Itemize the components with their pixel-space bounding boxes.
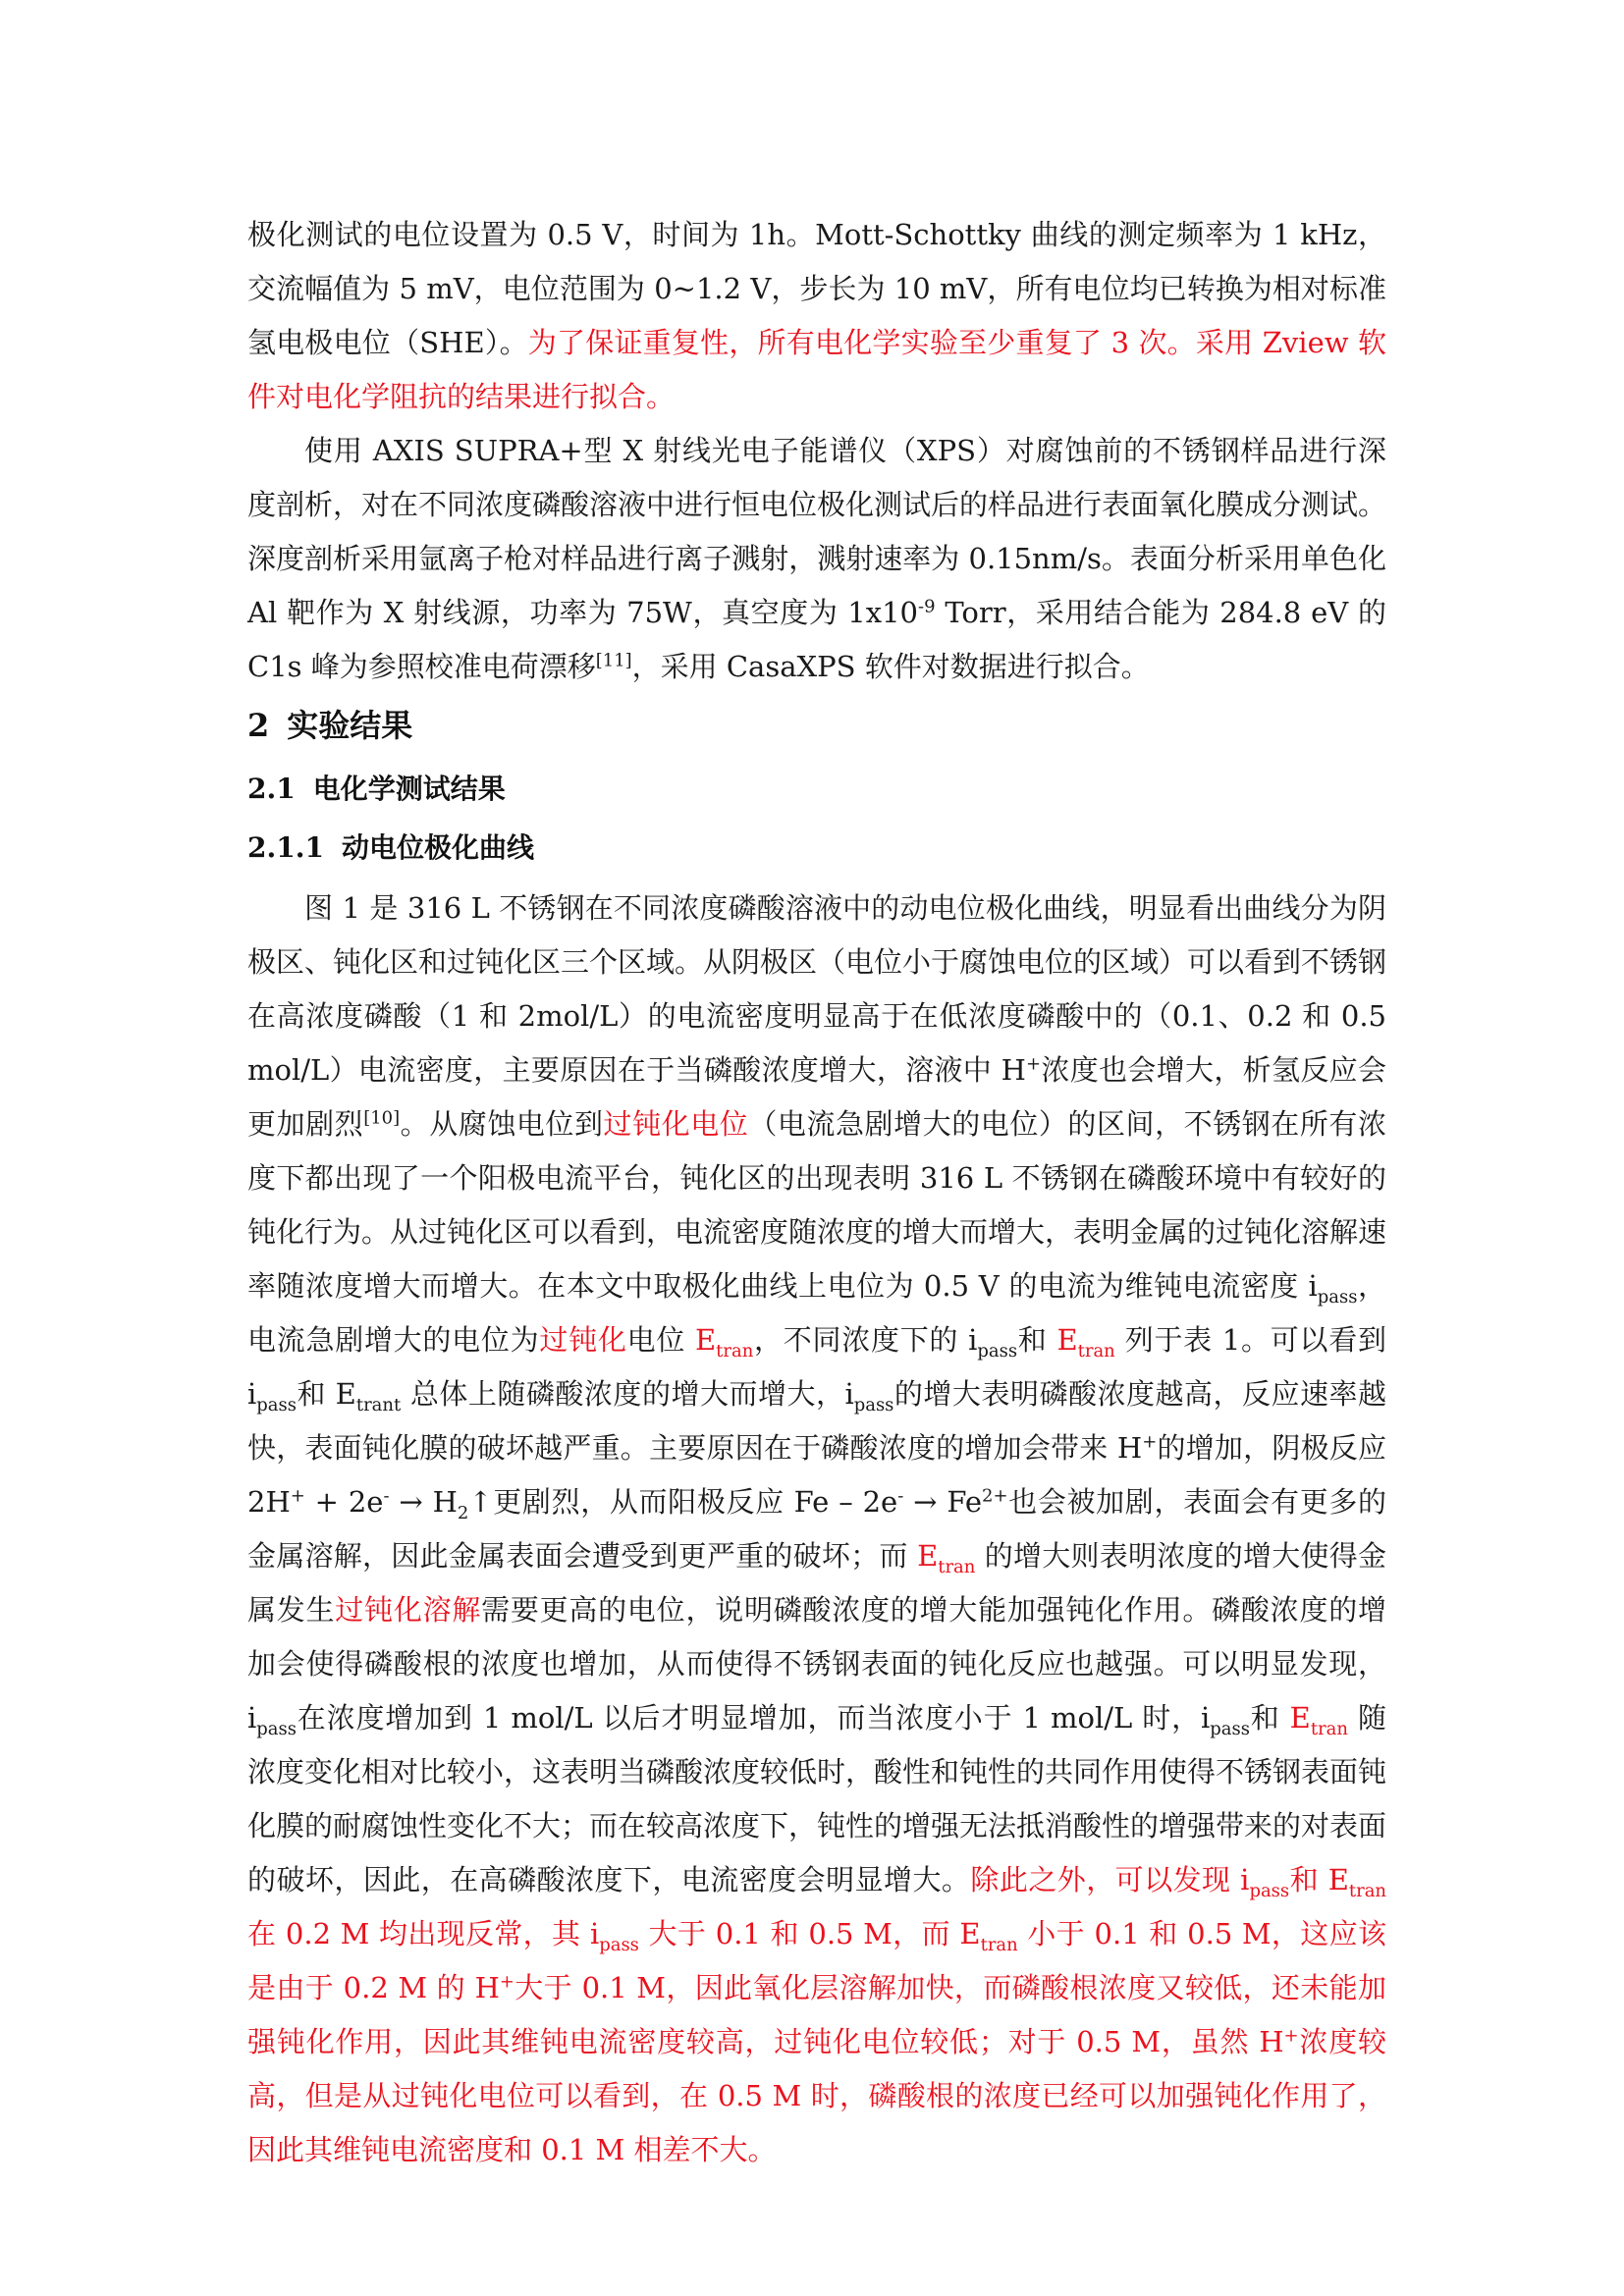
text: 浓度较高，但是从过钝化电位可以看到，在 0.5 M 时，磷酸根的浓度已经可以加强钝化作用了，因此其维钝电流密度和 0.1 M 相差不大。: [247, 2025, 1386, 2166]
text: 也会被加剧，表面会有更多的金属溶解，因此金属表面会遭受到更严重的破坏；而: [247, 1485, 1386, 1573]
section-number: 2.1.1: [247, 831, 324, 864]
superscript: +: [1025, 1053, 1042, 1075]
text: 和 E: [296, 1377, 356, 1411]
highlighted-symbol: [1289, 1701, 1348, 1739]
symbol: E: [917, 1539, 939, 1573]
subscript: tran: [1310, 1718, 1348, 1739]
subscript: pass: [1210, 1718, 1250, 1739]
text: 极化测试的电位设置为 0.5 V，时间为 1h。Mott-Schottky 曲线的测定频率为 1 kHz，交流幅值为 5 mV，电位范围为 0~1.2 V，步长为 10 mV，所有电位均已转换为相对标准氢电极电位（SHE）。: [247, 218, 1386, 359]
subscript: pass: [256, 1718, 297, 1739]
text: 随浓度变化相对比较小，这表明当磷酸浓度较低时，酸性和钝性的共同作用使得不锈钢表面钝化膜的耐腐蚀性变化不大；而在较高浓度下，钝性的增强无法抵消酸性的增强带来的对表面的破坏，因此，在高磷酸浓度下，电流密度会明显增大。: [247, 1701, 1387, 1896]
paragraph-electrochem-settings: [247, 208, 1386, 424]
subscript: pass: [853, 1394, 894, 1415]
text: ，采用 CasaXPS 软件对数据进行拟合。: [631, 650, 1150, 683]
subscript: tran: [938, 1556, 976, 1577]
section-number: 2: [247, 707, 270, 744]
text: 和: [1249, 1701, 1290, 1735]
section-title: 动电位极化曲线: [341, 831, 534, 864]
text: 小于 0.1 和 0.5 M，这应该是由于 0.2 M 的 H: [247, 1917, 1386, 2004]
symbol: E: [695, 1323, 717, 1357]
highlighted-text: [247, 1863, 1386, 2166]
superscript: -9: [918, 596, 936, 617]
paragraph-polarization-results: [247, 881, 1386, 2177]
text: → Fe: [903, 1485, 983, 1519]
section-number: 2.1: [247, 773, 296, 805]
text: ，电流急剧增大的电位为: [247, 1269, 1386, 1357]
text: 图 1 是 316 L 不锈钢在不同浓度磷酸溶液中的动电位极化曲线，明显看出曲线分为阴极区、钝化区和过钝化区三个区域。从阴极区（电位小于腐蚀电位的区域）可以看到不锈钢在高浓度磷酸（1 和 2mol/L）的电流密度明显高于在低浓度磷酸中的（0.1、0.2 和 0.5 mol/L）电流密度，主要原因在于当磷酸浓度增大，溶液中 H: [247, 891, 1387, 1087]
subscript: tran: [1348, 1880, 1387, 1901]
section-heading: [247, 701, 412, 746]
highlighted-symbol: [1056, 1323, 1115, 1362]
citation[interactable]: [10]: [363, 1107, 401, 1129]
highlighted-text: 过钝化: [539, 1323, 627, 1357]
text: 浓度也会增大，析氢反应会更加剧烈: [247, 1053, 1386, 1141]
text: 列于表 1。可以看到 i: [247, 1323, 1386, 1411]
text: 和: [1289, 1863, 1328, 1896]
superscript: +: [290, 1485, 305, 1507]
subscript: pass: [1249, 1880, 1290, 1901]
superscript: 2+: [982, 1485, 1008, 1507]
text: 大于 0.1 和 0.5 M，而 E: [638, 1917, 981, 1950]
superscript: +: [499, 1971, 514, 1993]
text: 的增大表明磷酸浓度越高，反应速率越快，表面钝化膜的破坏越严重。主要原因在于磷酸浓度的增加会带来 H: [247, 1377, 1386, 1465]
symbol: E: [1056, 1323, 1078, 1357]
text: 需要更高的电位，说明磷酸浓度的增大能加强钝化作用。磷酸浓度的增加会使得磷酸根的浓度也增加，从而使得不锈钢表面的钝化反应也越强。可以明显发现，i: [247, 1593, 1386, 1735]
citation[interactable]: [11]: [595, 650, 632, 671]
subscript: pass: [977, 1340, 1018, 1362]
text: （电流急剧增大的电位）的区间，不锈钢在所有浓度下都出现了一个阳极电流平台，钝化区的出现表明 316 L 不锈钢在磷酸环境中有较好的钝化行为。从过钝化区可以看到，电流密度随浓度的增大而增大，表明金属的过钝化溶解速率随浓度增大而增大。在本文中取极化曲线上电位为 0.5 V 的电流为维钝电流密度 i: [247, 1107, 1387, 1303]
text: 除此之外，可以发现 i: [970, 1863, 1250, 1896]
section-title: 实验结果: [287, 707, 413, 744]
section-title: 电化学测试结果: [312, 773, 506, 805]
text: → H: [389, 1485, 458, 1519]
subscript: trant: [355, 1394, 402, 1415]
text: 电位: [626, 1323, 695, 1357]
superscript: -: [383, 1485, 390, 1507]
text: 在 0.2 M 均出现反常，其 i: [247, 1917, 600, 1950]
text: Torr，采用结合能为 284.8 eV 的 C1s 峰为参照校准电荷漂移: [247, 596, 1387, 683]
text: 的增加，阴极反应 2H: [247, 1431, 1386, 1519]
symbol: E: [1327, 1863, 1349, 1896]
subsubsection-heading: [247, 827, 534, 866]
text: ↑更剧烈，从而阳极反应 Fe – 2e: [468, 1485, 898, 1519]
text: + 2e: [304, 1485, 384, 1519]
subscript: tran: [716, 1340, 754, 1362]
highlighted-text: 为了保证重复性，所有电化学实验至少重复了 3 次。采用 Zview 软件对电化学阻抗的结果进行拟合。: [247, 326, 1387, 413]
subscript: tran: [980, 1934, 1018, 1955]
highlighted-symbol: [695, 1323, 754, 1362]
subscript: pass: [599, 1934, 639, 1955]
subscript: tran: [1077, 1340, 1115, 1362]
text: 的增大则表明浓度的增大使得金属发生: [247, 1539, 1386, 1627]
text: 大于 0.1 M，因此氧化层溶解加快，而磷酸根浓度又较低，还未能加强钝化作用，因此其维钝电流密度较高，过钝化电位较低；对于 0.5 M，虽然 H: [247, 1971, 1386, 2058]
superscript: +: [1283, 2025, 1299, 2047]
highlighted-symbol: [917, 1539, 976, 1577]
text: 和: [1017, 1323, 1057, 1357]
text: 。从腐蚀电位到: [400, 1107, 604, 1141]
superscript: -: [897, 1485, 904, 1507]
subscript: 2: [457, 1502, 469, 1523]
superscript: +: [1142, 1431, 1158, 1453]
subsection-heading: [247, 768, 506, 807]
text: 使用 AXIS SUPRA+型 X 射线光电子能谱仪（XPS）对腐蚀前的不锈钢样品进行深度剖析，对在不同浓度磷酸溶液中进行恒电位极化测试后的样品进行表面氧化膜成分测试。深度剖析采用氩离子枪对样品进行离子溅射，溅射速率为 0.15nm/s。表面分析采用单色化 Al 靶作为 X 射线源，功率为 75W，真空度为 1x10: [247, 434, 1387, 629]
text: ，不同浓度下的 i: [753, 1323, 978, 1357]
symbol: E: [1289, 1701, 1311, 1735]
subscript: pass: [256, 1394, 297, 1415]
highlighted-text: 过钝化电位: [603, 1107, 749, 1141]
text: 在浓度增加到 1 mol/L 以后才明显增加，而当浓度小于 1 mol/L 时，i: [296, 1701, 1211, 1735]
text: 总体上随磷酸浓度的增大而增大，i: [401, 1377, 854, 1411]
subscript: pass: [1317, 1286, 1358, 1308]
paragraph-xps: [247, 424, 1386, 694]
highlighted-text: 过钝化溶解: [335, 1593, 482, 1627]
